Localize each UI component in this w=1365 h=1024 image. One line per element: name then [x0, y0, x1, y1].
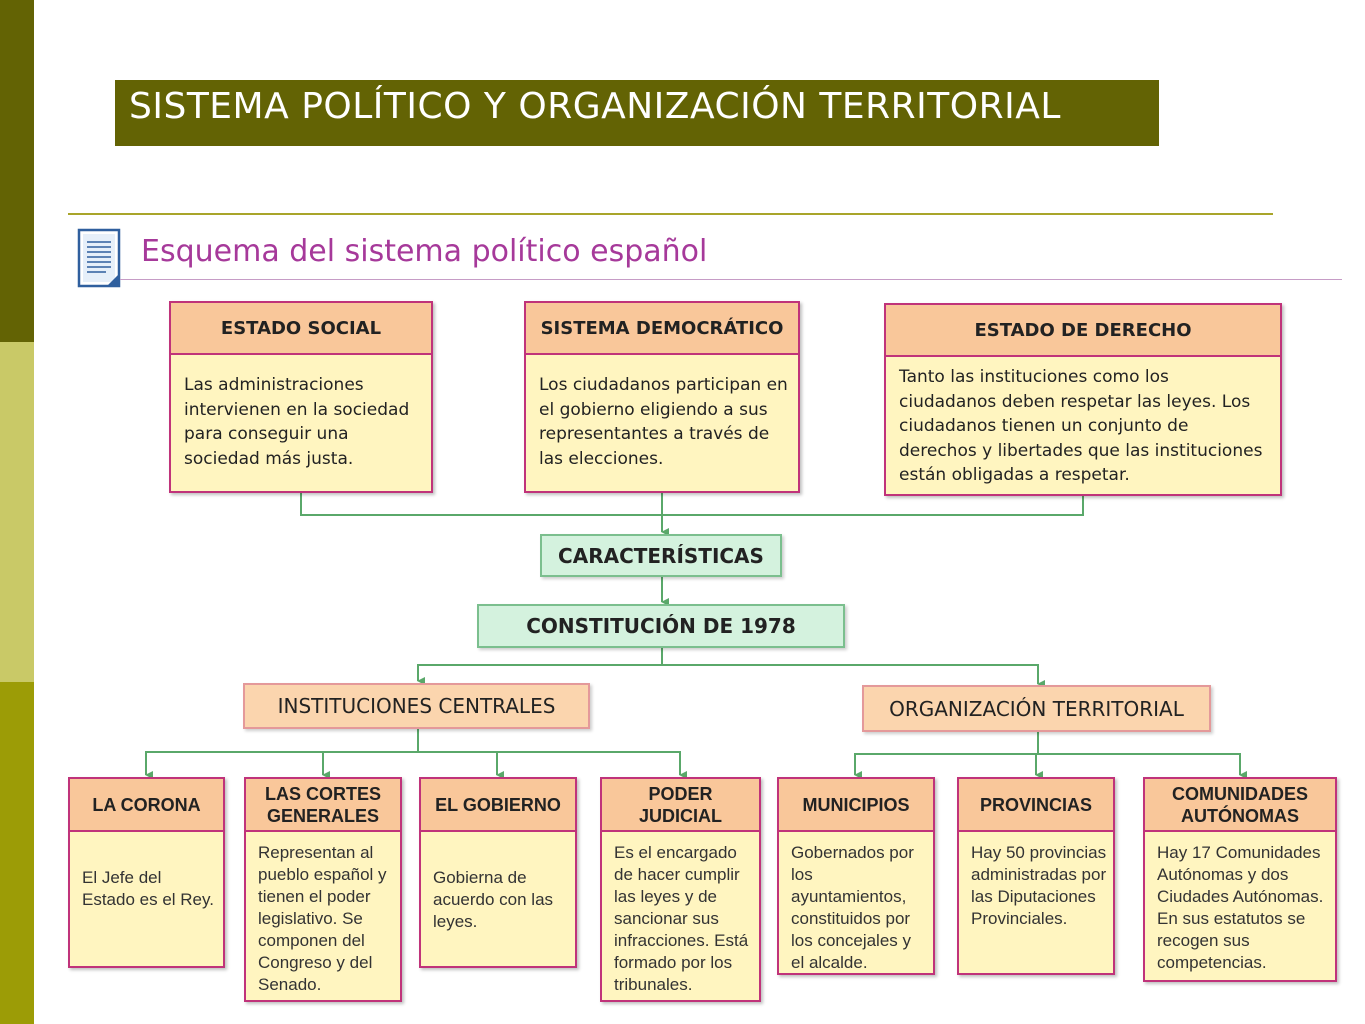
diagram-subtitle: Esquema del sistema político español [141, 234, 708, 269]
provincias-title: PROVINCIAS [959, 779, 1113, 832]
instituciones-centrales-box: INSTITUCIONES CENTRALES [243, 683, 590, 729]
provincias-text: Hay 50 provincias administradas por las Diputaciones Provinciales. [971, 843, 1107, 928]
estado-derecho-box [884, 303, 1282, 496]
cortes-text: Representan al pueblo español y tienen el poder legislativo. Se componen del Congreso y del Senado. [258, 843, 387, 994]
municipios-title: MUNICIPIOS [779, 779, 933, 832]
sistema-democratico-text: Los ciudadanos participan en el gobierno eligiendo a sus representantes a través de las elecciones. [539, 375, 788, 469]
judicial-box [600, 777, 761, 1002]
estado-social-box [169, 301, 433, 493]
cortes-box [244, 777, 402, 1002]
gobierno-box [419, 777, 577, 968]
judicial-title: PODER JUDICIAL [602, 779, 759, 832]
comunidades-title: COMUNIDADES AUTÓNOMAS [1145, 779, 1335, 832]
caracteristicas-box: CARACTERÍSTICAS [540, 534, 782, 577]
municipios-text: Gobernados por los ayuntamientos, constituidos por los concejales y el alcalde. [791, 843, 914, 972]
corona-box [68, 777, 225, 968]
organizacion-territorial-box: ORGANIZACIÓN TERRITORIAL [862, 685, 1211, 732]
corona-text: El Jefe del Estado es el Rey. [82, 868, 214, 909]
estado-social-title: ESTADO SOCIAL [171, 303, 431, 355]
municipios-box [777, 777, 935, 975]
comunidades-box [1143, 777, 1337, 982]
gobierno-title: EL GOBIERNO [421, 779, 575, 832]
judicial-text: Es el encargado de hacer cumplir las leyes y de sancionar sus infracciones. Está formado por los tribunales. [614, 843, 749, 994]
sistema-democratico-box [524, 301, 800, 493]
comunidades-text: Hay 17 Comunidades Autónomas y dos Ciudades Autónomas. En sus estatutos se recogen sus competencias. [1157, 843, 1324, 972]
corona-title: LA CORONA [70, 779, 223, 832]
constitucion-box: CONSTITUCIÓN DE 1978 [477, 604, 845, 648]
provincias-box [957, 777, 1115, 975]
estado-derecho-title: ESTADO DE DERECHO [886, 305, 1280, 357]
estado-derecho-text: Tanto las instituciones como los ciudadanos deben respetar las leyes. Los ciudadanos tienen un conjunto de derechos y libertades que las instituciones están obligadas a respetar. [899, 367, 1263, 485]
sistema-democratico-title: SISTEMA DEMOCRÁTICO [526, 303, 798, 355]
gobierno-text: Gobierna de acuerdo con las leyes. [433, 868, 554, 931]
cortes-title: LAS CORTES GENERALES [246, 779, 400, 832]
slide-title: SISTEMA POLÍTICO Y ORGANIZACIÓN TERRITORIAL [115, 80, 1159, 146]
estado-social-text: Las administraciones intervienen en la sociedad para conseguir una sociedad más justa. [184, 375, 410, 469]
